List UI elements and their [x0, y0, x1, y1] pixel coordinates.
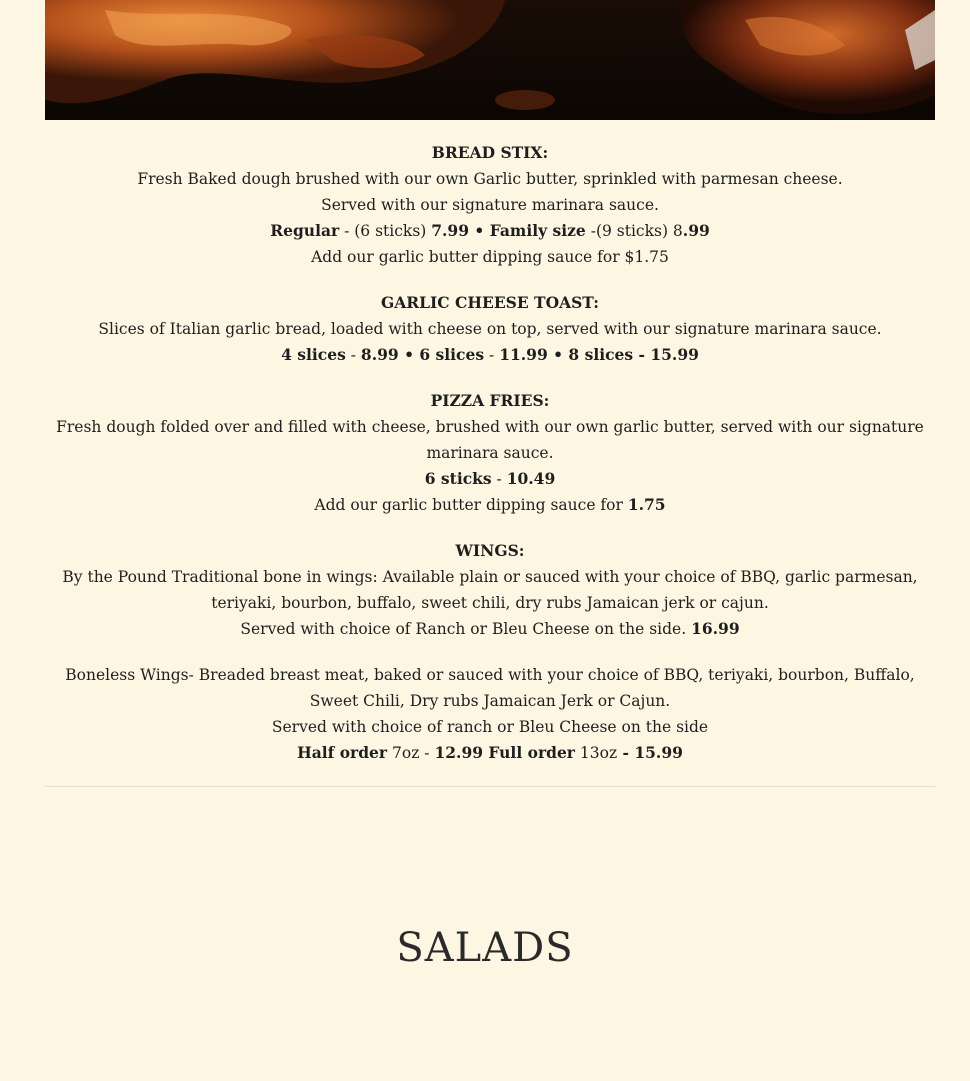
family-detail: -(9 sticks) 8 [585, 222, 683, 240]
pizza-fries-addon [45, 492, 935, 518]
pizza-fries-prices [45, 466, 935, 492]
bread-stix-description: Fresh Baked dough brushed with our own Garlic butter, sprinkled with parmesan cheese. [137, 170, 843, 188]
boneless-wings-prices [45, 740, 935, 766]
food-photo [45, 0, 935, 120]
full-detail: 13oz [574, 744, 618, 762]
size-price: 10.49 [506, 469, 556, 488]
wings-description: By the Pound Traditional bone in wings: Available plain or sauced with your choice of BBQ, garlic parmesan, teriyaki, bourbon, buffalo, sweet chili, dry rubs Jamaican jerk or cajun. [62, 568, 918, 612]
half-price: 12.99 [434, 743, 484, 762]
regular-price: 7.99 [431, 221, 470, 240]
opt2-price: 11.99 • 8 slices - 15.99 [499, 345, 699, 364]
half-label: Half order [297, 743, 388, 762]
wings-price: 16.99 [691, 619, 740, 638]
bread-stix-title: BREAD STIX: [431, 143, 549, 162]
opt1-price: 8.99 [360, 345, 399, 364]
boneless-wings-description: Boneless Wings- Breaded breast meat, baked or sauced with your choice of BBQ, teriyaki, bourbon, Buffalo, Sweet Chili, Dry rubs Jamaican Jerk or Cajun. [65, 666, 915, 710]
addon-price: 1.75 [627, 495, 666, 514]
family-price: .99 [682, 221, 710, 240]
size-sep: - [491, 470, 507, 488]
price-separator: • [469, 221, 490, 240]
regular-detail: - (6 sticks) [339, 222, 432, 240]
opt1-label: 4 slices [281, 345, 346, 364]
bread-stix-prices [45, 218, 935, 244]
food-photo-icon [45, 0, 935, 120]
opt1-sep: - [345, 346, 361, 364]
wings-served-text: Served with choice of Ranch or Bleu Cheese on the side. [240, 620, 692, 638]
boneless-wings-served: Served with choice of ranch or Bleu Cheese on the side [271, 718, 709, 736]
wings-title: WINGS: [455, 541, 525, 560]
pizza-fries-description: Fresh dough folded over and filled with cheese, brushed with our own garlic butter, served with our signature marinara sauce. [56, 418, 924, 462]
pizza-fries-title: PIZZA FRIES: [430, 391, 550, 410]
family-label: Family size [489, 221, 586, 240]
garlic-cheese-toast-title: GARLIC CHEESE TOAST: [381, 293, 599, 312]
addon-text: Add our garlic butter dipping sauce for [314, 496, 628, 514]
bread-stix-served: Served with our signature marinara sauce. [321, 196, 659, 214]
section-divider [45, 786, 935, 787]
half-detail: 7oz - [387, 744, 435, 762]
bread-stix-addon: Add our garlic butter dipping sauce for $1.75 [311, 248, 669, 266]
full-price: - 15.99 [617, 743, 683, 762]
full-label: Full order [483, 743, 575, 762]
menu-items [45, 140, 935, 766]
opt2-sep: - [484, 346, 500, 364]
wings-served [45, 616, 935, 642]
size-label: 6 sticks [424, 469, 492, 488]
garlic-cheese-toast-prices [45, 342, 935, 368]
opt2-label: • 6 slices [398, 345, 485, 364]
salads-heading: SALADS [396, 925, 574, 971]
garlic-cheese-toast-description: Slices of Italian garlic bread, loaded with cheese on top, served with our signature marinara sauce. [98, 320, 882, 338]
regular-label: Regular [270, 221, 340, 240]
